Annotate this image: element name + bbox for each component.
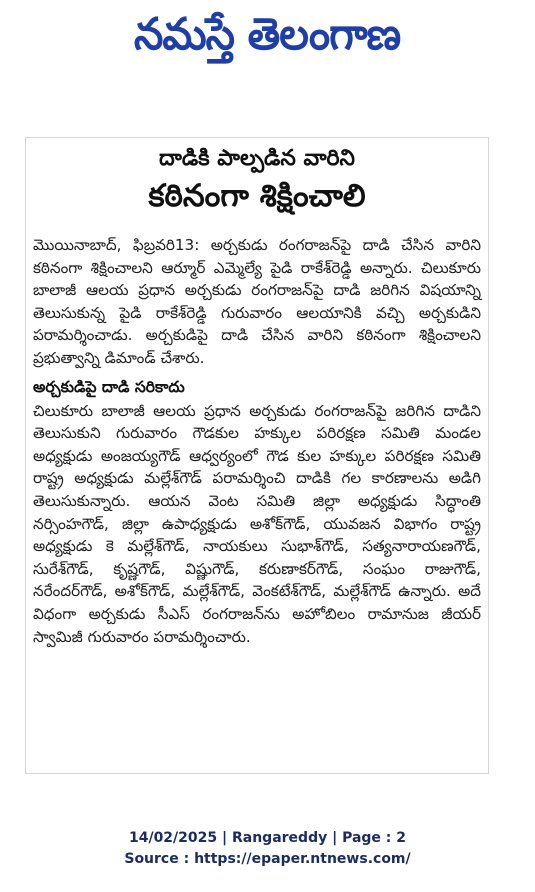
headline-line-1: దాడికి పాల్పడిన వారిని — [158, 146, 355, 171]
footer-date-edition-page: 14/02/2025 | Rangareddy | Page : 2 — [128, 830, 407, 846]
news-clipping — [25, 137, 489, 774]
headline-line-2: కఠినంగా శిక్షించాలి — [148, 178, 366, 214]
article-body — [33, 234, 481, 648]
article-paragraph-1: మొయినాబాద్, ఫిబ్రవరి13: అర్చకుడు రంగరాజన్‌పై దాడి చేసిన వారిని కఠినంగా శిక్షించాలని ఆర్మూర్ ఎమ్మెల్యే పైడి రాకేశ్‌రెడ్డి అన్నారు. చిలుకూరు బాలాజీ ఆలయ ప్రధాన అర్చకుడు రంగరాజన్‌పై దాడి జరిగిన విషయాన్ని తెలుసుకున్న పైడి రాకేశ్‌రెడ్డి గురువారం ఆలయానికి వచ్చి అర్చకుడిని పరామర్శించాడు. అర్చకుడిపై దాడి చేసిన వారిని కఠినంగా శిక్షించాలని ప్రభుత్వాన్ని డిమాండ్ చేశారు. — [33, 236, 481, 367]
footer-source-url: Source : https://epaper.ntnews.com/ — [124, 851, 411, 867]
masthead-logo-title: నమస్తే తెలంగాణ — [134, 9, 401, 60]
article-headline — [26, 144, 488, 218]
source-footer — [0, 828, 535, 870]
article-subheading: అర్చకుడిపై దాడి సరికాదు — [33, 377, 185, 396]
article-paragraph-2: చిలుకూరు బాలాజీ ఆలయ ప్రధాన అర్చకుడు రంగరాజన్‌పై జరిగిన దాడిని తెలుసుకుని గురువారం గౌడకుల హక్కుల పరిరక్షణ సమితి మండల అధ్యక్షుడు అంజయ్యగౌడ్ ఆధ్వర్యంలో గౌడ కుల హక్కుల పరిరక్షణ సమితి రాష్ట్ర అధ్యక్షుడు మల్లేశ్‌గౌడ్ పరామర్శించి దాడికి గల కారణాలను అడిగి తెలుసుకున్నారు. ఆయన వెంట సమితి జిల్లా అధ్యక్షుడు సిద్ధాంతి నర్సింహగౌడ్, జిల్లా ఉపాధ్యక్షుడు అశోక్‌గౌడ్, యువజన విభాగం రాష్ట్ర అధ్యక్షుడు కె మల్లేశ్‌గౌడ్, నాయకులు సుభాశ్‌గౌడ్, సత్యనారాయణగౌడ్, సురేశ్‌గౌడ్, కృష్ణగౌడ్, విష్ణుగౌడ్, కరుణాకర్‌గౌడ్, సంఘం రాజుగౌడ్, నరేందర్‌గౌడ్, అశోక్‌గౌడ్, మల్లేశ్‌గౌడ్, వెంకటేశ్‌గౌడ్, మల్లేశ్‌గౌడ్ ఉన్నారు. అదే విధంగా అర్చకుడు సీఎస్ రంగరాజన్‌ను అహోబిలం రామానుజ జీయర్ స్వామిజీ గురువారం పరామర్శించారు. — [33, 401, 481, 646]
newspaper-masthead — [0, 0, 535, 80]
